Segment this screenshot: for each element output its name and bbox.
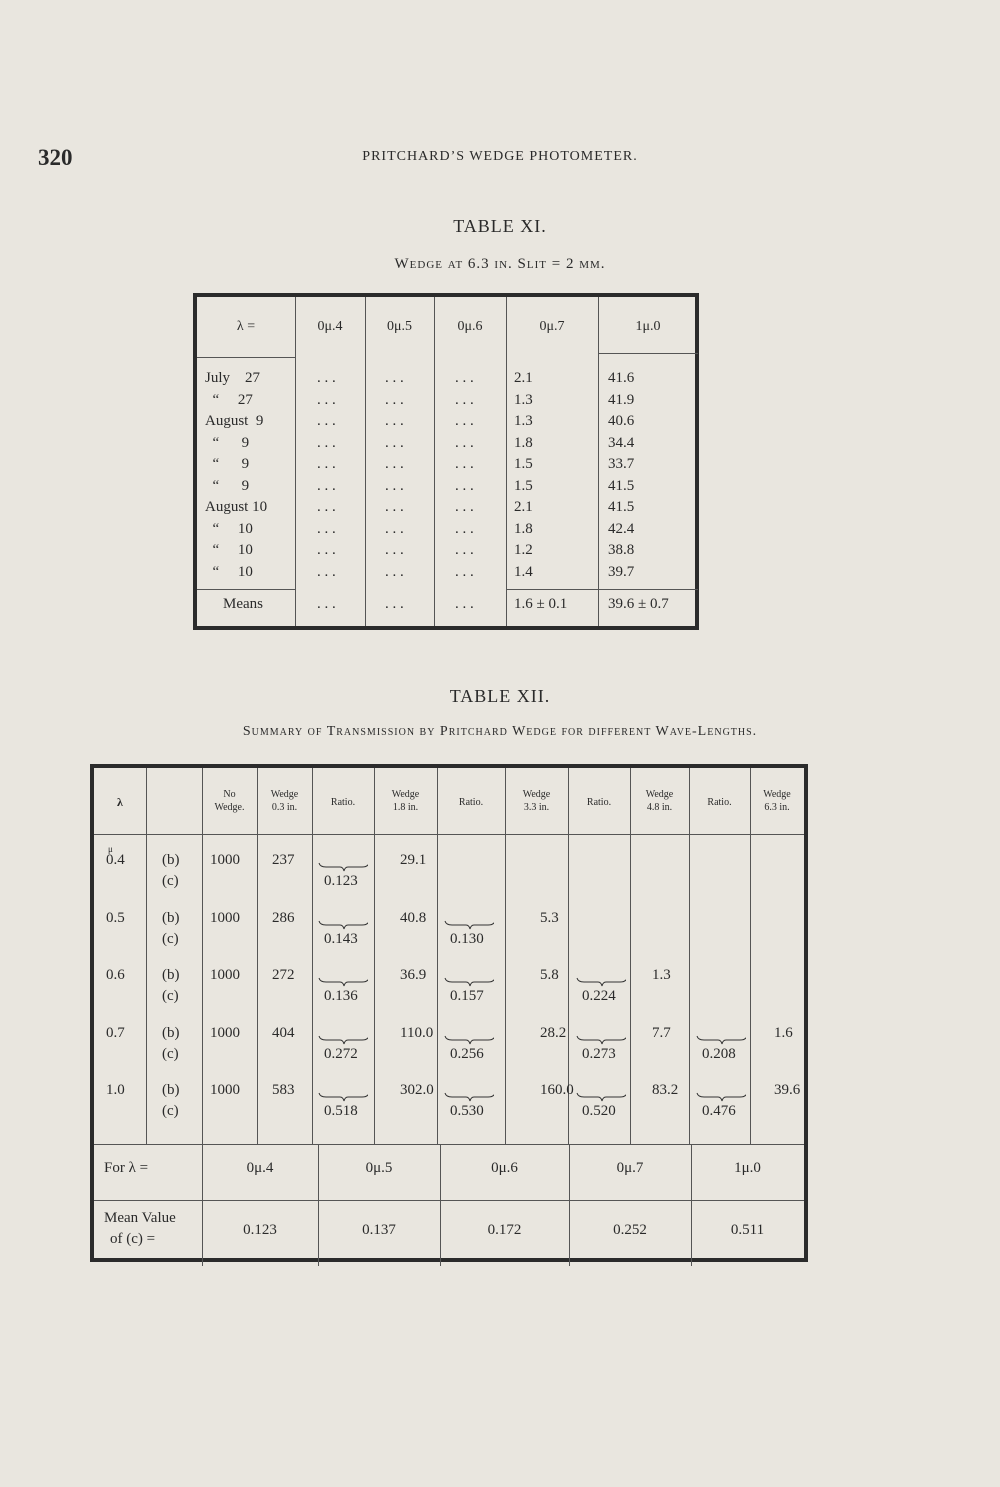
row-value: . . . (455, 370, 474, 386)
row-value: . . . (455, 434, 474, 451)
ratio-value: 0.530 (450, 1103, 484, 1119)
cell-value: 5.8 (540, 967, 559, 983)
ratio-value: 0.224 (582, 988, 616, 1004)
header-0-5: 0μ.5 (386, 319, 412, 334)
row-value: 41.9 (608, 391, 635, 408)
row-value: 38.8 (608, 542, 635, 558)
row-value: 2.1 (514, 370, 533, 386)
micro-mark: μ (108, 844, 113, 854)
row-value: 40.6 (608, 413, 635, 429)
ratio-value: 0.130 (450, 930, 484, 947)
brace-icon (576, 977, 626, 987)
brace-icon (444, 1035, 494, 1045)
row-value: 1.5 (514, 477, 533, 494)
row-value: 1.5 (514, 456, 533, 472)
ratio-value: 0.157 (450, 988, 484, 1004)
brace-icon (696, 1092, 746, 1102)
header-ratio: Ratio. (707, 797, 732, 808)
row-value: . . . (385, 542, 404, 558)
row-value: . . . (317, 391, 336, 408)
brace-icon (318, 920, 368, 930)
footer-mean: 0.511 (730, 1222, 765, 1238)
header-wedge-0-3: Wedge 0.3 in. (270, 789, 299, 813)
row-value: . . . (455, 477, 474, 494)
row-value: 42.4 (608, 520, 635, 537)
cell-value: 40.8 (400, 909, 427, 926)
footer-wavelength: 0μ.6 (491, 1160, 518, 1176)
header-1-0: 1μ.0 (635, 319, 661, 334)
row-value: . . . (385, 477, 404, 494)
cell-value: 1000 (210, 967, 240, 983)
row-value: 1.4 (514, 563, 533, 580)
ratio-value: 0.273 (582, 1045, 616, 1062)
row-date: August 10 (205, 499, 268, 515)
cell-value: 1.3 (652, 967, 671, 983)
table-xi (193, 293, 699, 630)
table-xii-title: TABLE XII. (449, 686, 551, 706)
page-number: 320 (38, 145, 73, 170)
ratio-value: 0.136 (324, 988, 358, 1004)
brace-icon (318, 1035, 368, 1045)
ratio-value: 0.123 (324, 873, 358, 889)
row-value: . . . (385, 563, 404, 580)
row-value: . . . (385, 413, 404, 429)
cell-value: 36.9 (400, 967, 427, 983)
cell-value: 1000 (210, 1082, 240, 1098)
row-value: . . . (317, 542, 336, 558)
brace-icon (444, 977, 494, 987)
means-label: Means (223, 596, 263, 612)
cell-value: (c) (162, 988, 179, 1004)
row-value: . . . (385, 499, 404, 515)
ratio-value: 0.476 (702, 1103, 736, 1119)
row-date: “ 10 (205, 520, 253, 537)
cell-value: 7.7 (652, 1024, 671, 1041)
cell-value: (b) (162, 1082, 180, 1098)
cell-value: 28.2 (540, 1024, 567, 1041)
cell-value: 302.0 (400, 1082, 434, 1098)
header-0-7: 0μ.7 (539, 319, 565, 334)
wavelength: 1.0 (106, 1082, 125, 1098)
means-cell: . . . (455, 596, 474, 612)
row-value: . . . (317, 456, 336, 472)
row-value: 1.2 (514, 542, 533, 558)
wavelength: 0.6 (106, 967, 125, 983)
row-value: 1.8 (514, 520, 533, 537)
header-no-wedge: No Wedge. (214, 789, 245, 813)
header-ratio: Ratio. (586, 797, 612, 808)
cell-value: 83.2 (652, 1082, 679, 1098)
cell-value: (c) (162, 1103, 179, 1119)
row-value: . . . (317, 477, 336, 494)
row-date: “ 10 (205, 542, 253, 558)
table-xii (90, 764, 808, 1262)
table-xi-title: TABLE XI. (453, 216, 547, 236)
row-value: . . . (317, 413, 336, 429)
row-date: “ 9 (205, 477, 250, 494)
footer-wavelength: 0μ.5 (365, 1160, 393, 1176)
header-wedge-4-8: Wedge 4.8 in. (645, 789, 674, 813)
row-value: . . . (385, 391, 404, 408)
cell-value: (c) (162, 1045, 179, 1062)
row-value: . . . (455, 391, 474, 408)
row-value: 41.6 (608, 370, 635, 386)
means-cell: . . . (317, 596, 336, 612)
means-cell: 39.6 ± 0.7 (608, 596, 669, 612)
row-value: 39.7 (608, 563, 635, 580)
row-date: August 9 (205, 413, 264, 429)
row-value: 33.7 (608, 456, 635, 472)
ratio-value: 0.518 (324, 1103, 358, 1119)
cell-value: 1000 (210, 1024, 240, 1041)
table-xi-caption: Wedge at 6.3 in. Slit = 2 mm. (394, 256, 606, 272)
cell-value: 286 (272, 909, 295, 926)
row-value: 1.3 (514, 413, 533, 429)
cell-value: 110.0 (400, 1024, 434, 1041)
header-lambda: λ (117, 795, 123, 809)
header-0-6: 0μ.6 (457, 319, 483, 334)
ratio-value: 0.208 (702, 1045, 736, 1062)
row-value: . . . (455, 456, 474, 472)
means-cell: . . . (385, 596, 404, 612)
header-lambda: λ = (236, 319, 256, 334)
running-head: PRITCHARD’S WEDGE PHOTOMETER. (362, 149, 638, 164)
wavelength: 0.4 (106, 852, 125, 868)
cell-value: (b) (162, 852, 180, 868)
header-ratio: Ratio. (330, 797, 356, 808)
footer-mean: 0.137 (362, 1222, 396, 1238)
wavelength: 0.7 (106, 1024, 125, 1041)
row-value: . . . (455, 520, 474, 537)
brace-icon (576, 1035, 626, 1045)
brace-icon (444, 1092, 494, 1102)
row-value: . . . (455, 542, 474, 558)
row-value: . . . (317, 434, 336, 451)
row-value: . . . (385, 370, 404, 386)
row-value: 41.5 (608, 477, 635, 494)
cell-value: 237 (272, 852, 295, 868)
cell-value: 1000 (210, 909, 240, 926)
row-value: . . . (385, 520, 404, 537)
row-value: . . . (317, 370, 336, 386)
cell-value: (b) (162, 909, 180, 926)
footer-wavelength: 0μ.4 (246, 1160, 274, 1176)
cell-value: 1.6 (774, 1024, 793, 1041)
brace-icon (318, 862, 368, 872)
brace-icon (444, 920, 494, 930)
cell-value: 29.1 (400, 852, 427, 868)
means-cell: 1.6 ± 0.1 (514, 596, 568, 612)
row-value: 1.8 (514, 434, 533, 451)
ratio-value: 0.143 (324, 930, 358, 947)
brace-icon (696, 1035, 746, 1045)
row-date: “ 9 (205, 434, 250, 451)
footer-mean: 0.252 (613, 1222, 647, 1238)
for-lambda-label: For λ = (104, 1160, 149, 1176)
table-xii-caption: Summary of Transmission by Pritchard Wedge for different Wave-Lengths. (242, 724, 758, 739)
row-value: . . . (385, 456, 404, 472)
cell-value: 404 (272, 1024, 295, 1041)
ratio-value: 0.272 (324, 1045, 358, 1062)
row-date: “ 9 (205, 456, 250, 472)
row-date: “ 27 (205, 391, 253, 408)
mean-value-label: of (c) = (110, 1231, 156, 1247)
ratio-value: 0.520 (582, 1103, 616, 1119)
cell-value: (b) (162, 967, 180, 983)
cell-value: (c) (162, 930, 179, 947)
header-0-4: 0μ.4 (317, 319, 343, 334)
header-wedge-6-3: Wedge 6.3 in. (763, 789, 791, 813)
cell-value: 160.0 (540, 1082, 574, 1098)
row-value: . . . (455, 413, 474, 429)
row-date: “ 10 (205, 563, 253, 580)
row-value: . . . (455, 499, 474, 515)
cell-value: 272 (272, 967, 295, 983)
footer-mean: 0.123 (243, 1222, 277, 1238)
brace-icon (576, 1092, 626, 1102)
ratio-value: 0.256 (450, 1045, 484, 1062)
cell-value: 39.6 (774, 1082, 801, 1098)
row-value: 2.1 (514, 499, 533, 515)
footer-wavelength: 0μ.7 (616, 1160, 644, 1176)
header-wedge-3-3: Wedge 3.3 in. (522, 789, 551, 813)
row-value: . . . (385, 434, 404, 451)
cell-value: 583 (272, 1082, 295, 1098)
cell-value: (c) (162, 873, 179, 889)
row-value: . . . (317, 499, 336, 515)
mean-value-label: Mean Value (104, 1210, 176, 1226)
header-ratio: Ratio. (458, 797, 484, 808)
row-value: . . . (317, 563, 336, 580)
footer-mean: 0.172 (487, 1222, 522, 1238)
wavelength: 0.5 (106, 909, 125, 926)
footer-wavelength: 1μ.0 (734, 1160, 761, 1176)
brace-icon (318, 1092, 368, 1102)
row-date: July 27 (205, 370, 261, 386)
cell-value: (b) (162, 1024, 180, 1041)
row-value: 1.3 (514, 391, 533, 408)
cell-value: 1000 (210, 852, 240, 868)
row-value: . . . (317, 520, 336, 537)
brace-icon (318, 977, 368, 987)
row-value: . . . (455, 563, 474, 580)
cell-value: 5.3 (540, 909, 559, 926)
row-value: 41.5 (608, 499, 635, 515)
header-wedge-1-8: Wedge 1.8 in. (391, 789, 420, 813)
row-value: 34.4 (608, 434, 635, 451)
